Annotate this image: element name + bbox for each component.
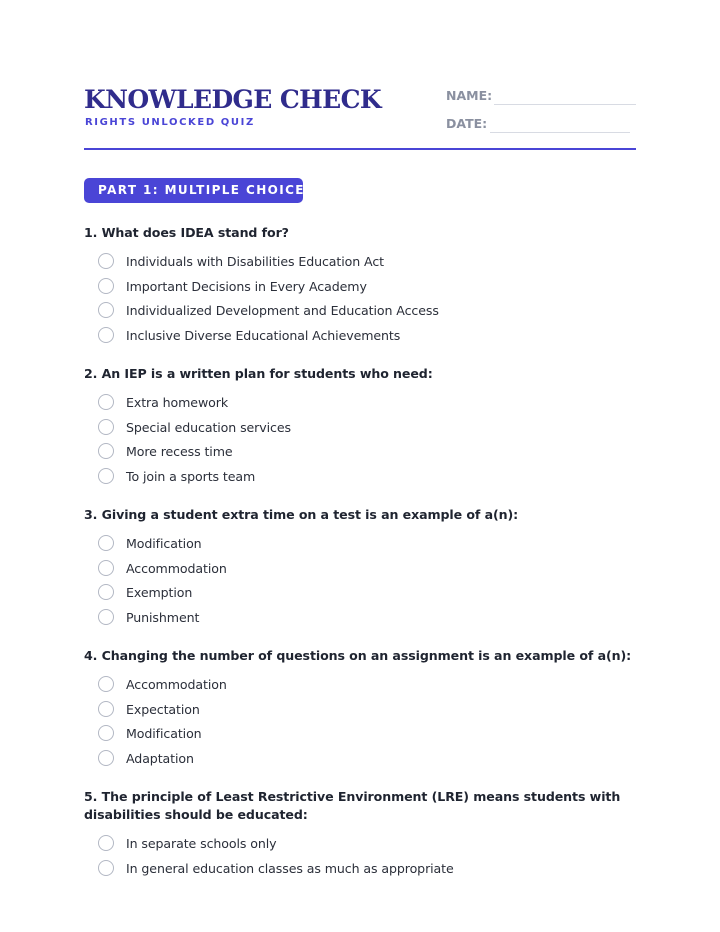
option-label: Adaptation: [126, 750, 194, 766]
question-1-option-4[interactable]: [98, 325, 400, 345]
radio-button[interactable]: [98, 609, 114, 625]
option-label: Accommodation: [126, 560, 227, 576]
question-5-option-1[interactable]: [98, 833, 276, 853]
radio-button[interactable]: [98, 725, 114, 741]
option-label: To join a sports team: [126, 468, 256, 484]
radio-button[interactable]: [98, 443, 114, 459]
option-label: Expectation: [126, 701, 200, 717]
radio-button[interactable]: [98, 701, 114, 717]
option-label: Punishment: [126, 609, 200, 625]
radio-button[interactable]: [98, 327, 114, 343]
option-label: Extra homework: [126, 394, 229, 410]
section-heading: PART 1: MULTIPLE CHOICE: [84, 178, 303, 203]
option-label: Accommodation: [126, 676, 227, 692]
radio-button[interactable]: [98, 676, 114, 692]
question-4-option-2[interactable]: [98, 699, 200, 719]
option-label: Individuals with Disabilities Education Act: [126, 253, 384, 269]
question-1-option-2[interactable]: [98, 276, 367, 296]
header-divider: [84, 148, 636, 150]
radio-button[interactable]: [98, 278, 114, 294]
name-field[interactable]: [494, 104, 636, 105]
radio-button[interactable]: [98, 302, 114, 318]
radio-button[interactable]: [98, 860, 114, 876]
option-label: Special education services: [126, 419, 291, 435]
radio-button[interactable]: [98, 835, 114, 851]
question-1-option-3[interactable]: [98, 300, 439, 320]
question-3: 3. Giving a student extra time on a test is an example of a(n):: [84, 507, 519, 522]
question-2-option-1[interactable]: [98, 392, 228, 412]
question-4-option-1[interactable]: [98, 674, 227, 694]
option-label: In separate schools only: [126, 835, 277, 851]
option-label: Modification: [126, 725, 202, 741]
question-4: 4. Changing the number of questions on an assignment is an example of a(n):: [84, 648, 632, 663]
question-2-option-2[interactable]: [98, 417, 291, 437]
question-2-option-4[interactable]: [98, 466, 255, 486]
question-3-option-1[interactable]: [98, 533, 202, 553]
question-5: 5. The principle of Least Restrictive Environment (LRE) means students with disabilities should be educated:: [84, 789, 621, 822]
radio-button[interactable]: [98, 750, 114, 766]
radio-button[interactable]: [98, 253, 114, 269]
option-label: Important Decisions in Every Academy: [126, 278, 367, 294]
option-label: Exemption: [126, 584, 193, 600]
option-label: More recess time: [126, 443, 233, 459]
question-3-option-4[interactable]: [98, 607, 199, 627]
question-4-option-4[interactable]: [98, 748, 194, 768]
question-2-option-3[interactable]: [98, 441, 233, 461]
radio-button[interactable]: [98, 394, 114, 410]
radio-button[interactable]: [98, 468, 114, 484]
option-label: Modification: [126, 535, 202, 551]
radio-button[interactable]: [98, 560, 114, 576]
radio-button[interactable]: [98, 535, 114, 551]
page-title: KNOWLEDGE CHECK: [84, 85, 382, 114]
radio-button[interactable]: [98, 584, 114, 600]
question-1: 1. What does IDEA stand for?: [84, 225, 289, 240]
option-label: Inclusive Diverse Educational Achievements: [126, 327, 401, 343]
date-field[interactable]: [490, 132, 630, 133]
date-label: DATE:: [446, 116, 488, 131]
radio-button[interactable]: [98, 419, 114, 435]
name-label: NAME:: [446, 88, 493, 103]
question-4-option-3[interactable]: [98, 723, 202, 743]
option-label: Individualized Development and Education Access: [126, 302, 439, 318]
option-label: In general education classes as much as appropriate: [126, 860, 454, 876]
question-1-option-1[interactable]: [98, 251, 384, 271]
question-5-option-2[interactable]: [98, 858, 454, 878]
question-3-option-2[interactable]: [98, 558, 227, 578]
question-3-option-3[interactable]: [98, 582, 192, 602]
page-subtitle: RIGHTS UNLOCKED QUIZ: [85, 117, 255, 128]
question-2: 2. An IEP is a written plan for students who need:: [84, 366, 433, 381]
